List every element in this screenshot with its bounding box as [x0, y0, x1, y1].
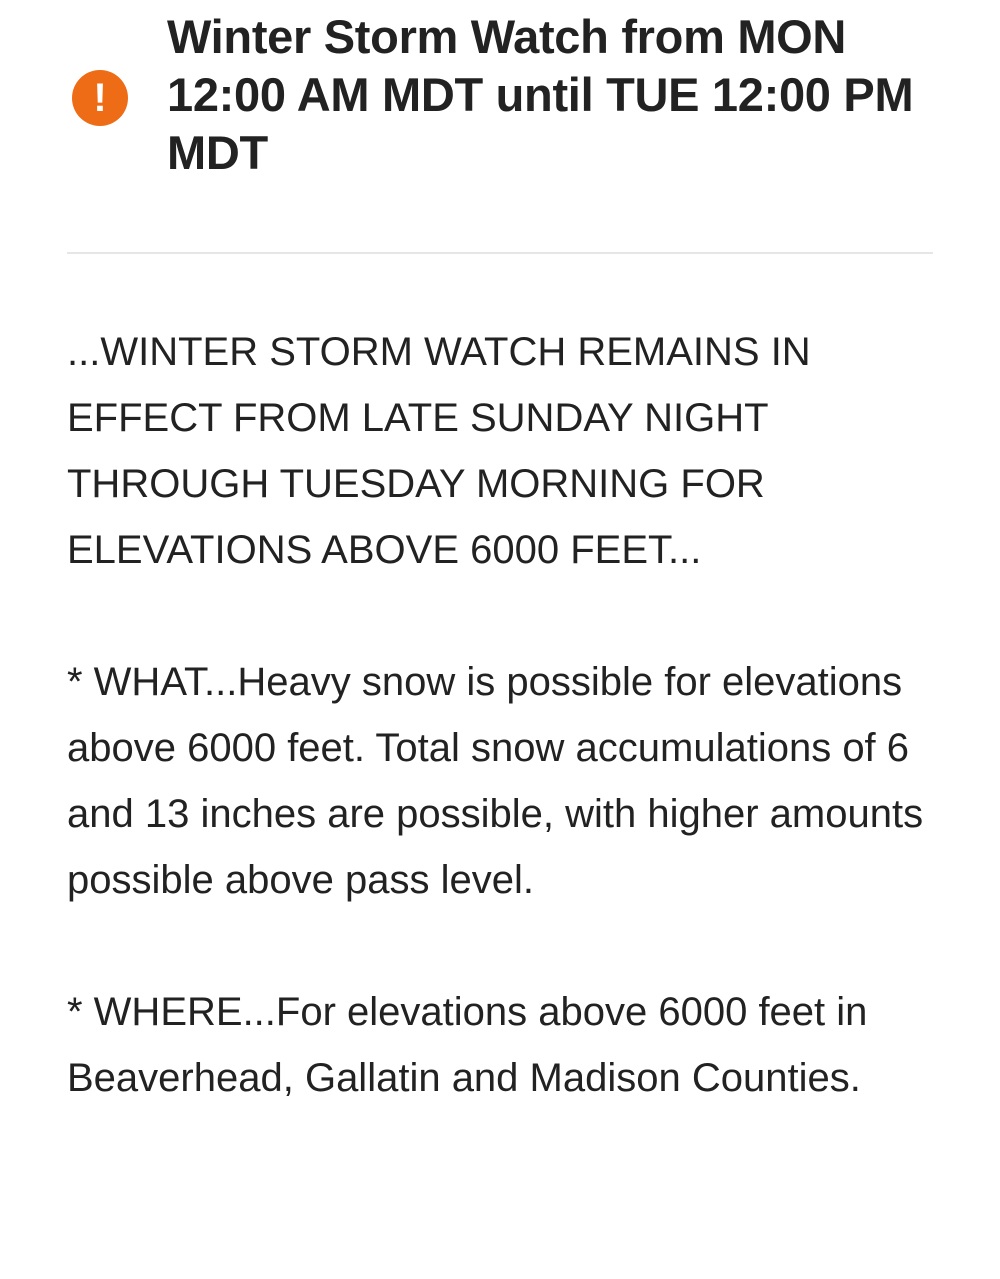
divider	[67, 252, 933, 254]
alert-headline: ...WINTER STORM WATCH REMAINS IN EFFECT FROM LATE SUNDAY NIGHT THROUGH TUESDAY MORNING FOR ELEVATIONS ABOVE 6000 FEET...	[67, 330, 811, 572]
alert-title: Winter Storm Watch from MON 12:00 AM MDT until TUE 12:00 PM MDT	[167, 10, 914, 179]
alert-where: * WHERE...For elevations above 6000 feet in Beaverhead, Gallatin and Madison Counties.	[67, 990, 868, 1100]
alert-what: * WHAT...Heavy snow is possible for elevations above 6000 feet. Total snow accumulations of 6 and 13 inches are possible, with higher amounts possible above pass level.	[67, 660, 924, 902]
exclamation-circle-icon	[72, 70, 128, 126]
exclamation-glyph: !	[93, 76, 107, 120]
alert-description	[67, 319, 927, 1177]
alert-header	[0, 0, 1000, 252]
